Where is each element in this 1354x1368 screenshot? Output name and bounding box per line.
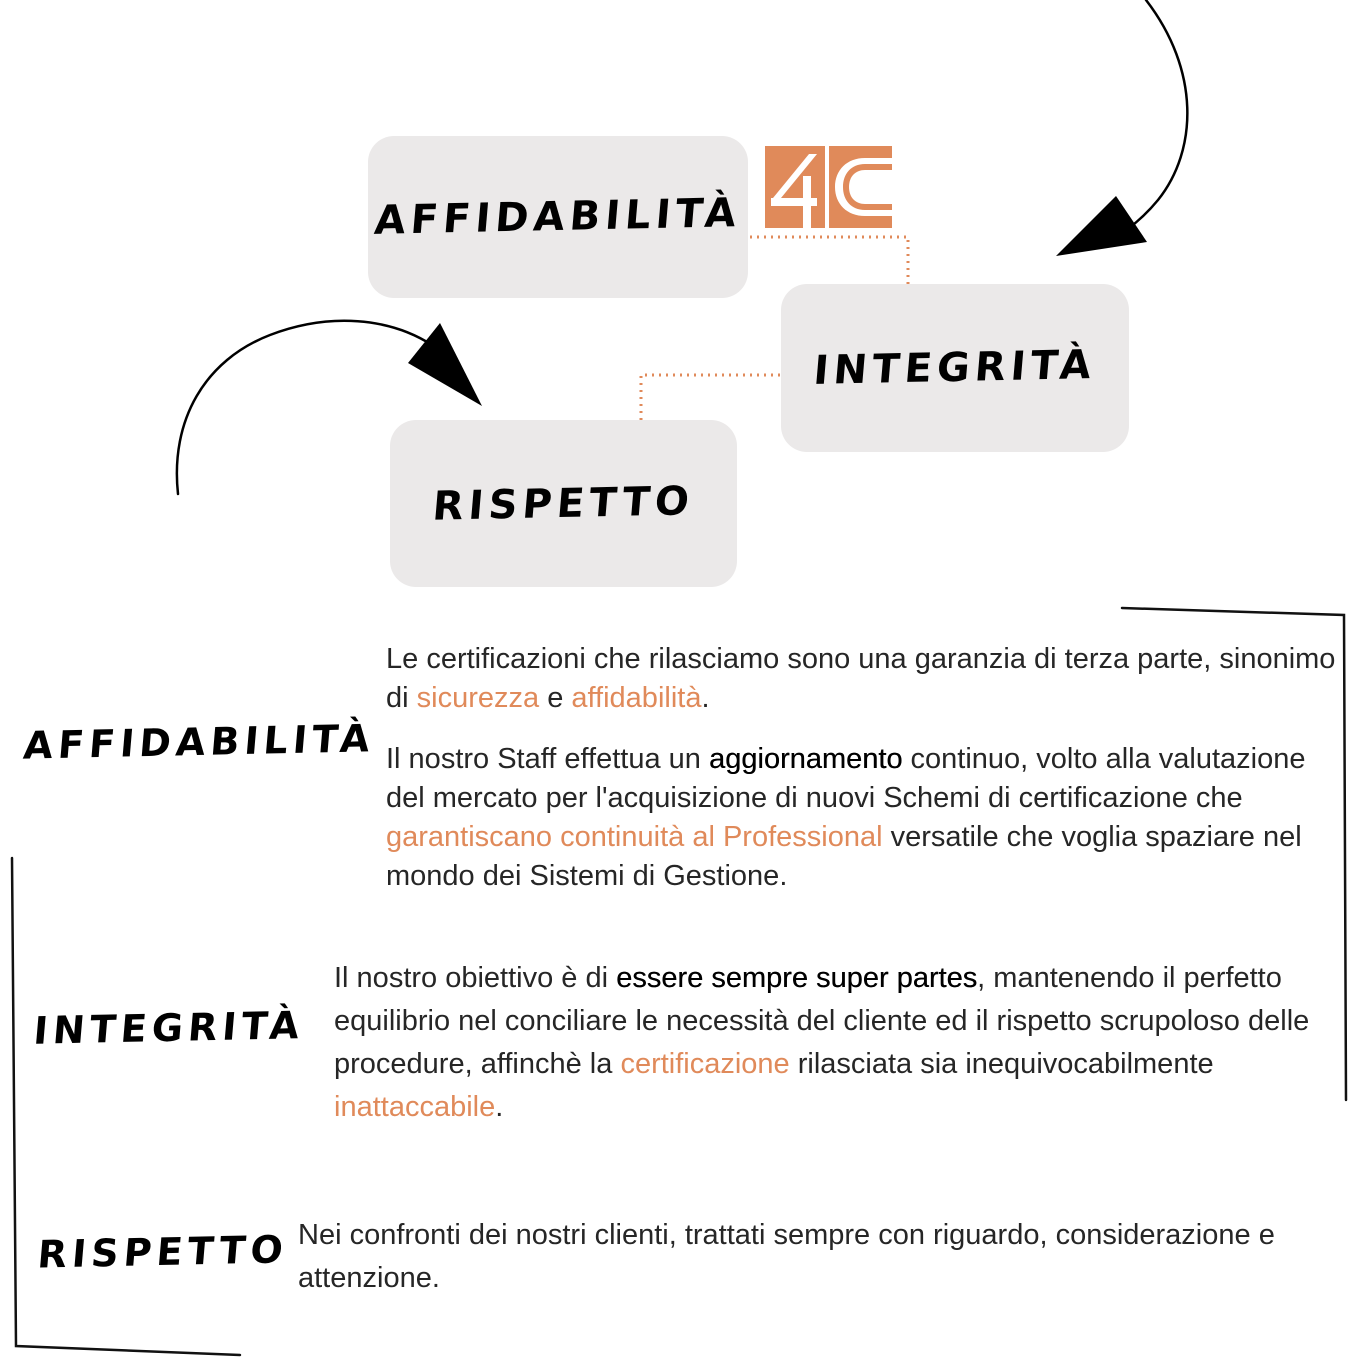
affidabilita-paragraph-2	[386, 740, 1336, 896]
diagram-box-integrita	[781, 284, 1129, 452]
body-text: Il nostro Staff effettua un	[386, 743, 709, 775]
body-text: Il nostro obiettivo è di	[334, 962, 617, 994]
highlight-text: sicurezza	[416, 682, 540, 714]
section-label-integrita	[31, 1003, 306, 1053]
body-text: .	[701, 682, 710, 714]
highlight-text: inattaccabile	[334, 1091, 496, 1123]
section-label-text: AFFIDABILITÀ	[21, 716, 377, 768]
dotted-connector-affidabilita-integrita	[750, 237, 908, 284]
4c-logo-icon	[765, 146, 892, 228]
emphasis-text: essere sempre super partes	[616, 962, 978, 994]
diagram-label-rispetto: RISPETTO	[430, 477, 697, 530]
highlight-text: certificazione	[620, 1048, 790, 1080]
section-label-text: RISPETTO	[35, 1227, 290, 1277]
body-text: e	[539, 682, 572, 714]
highlight-text: garantiscano continuità al Professional	[386, 821, 883, 853]
body-text: Le certificazioni che rilasciamo sono una garanzia di terza parte, sinonimo di	[386, 643, 1336, 714]
body-text: .	[495, 1091, 504, 1123]
diagram-label-integrita: INTEGRITÀ	[811, 342, 1099, 394]
dotted-connector-integrita-rispetto	[641, 375, 780, 420]
section-label-text: INTEGRITÀ	[31, 1003, 306, 1053]
frame-line-left	[12, 858, 240, 1355]
body-text: Nei confronti dei nostri clienti, trattati sempre con riguardo, considerazione e attenzione.	[298, 1219, 1275, 1294]
emphasis-text: aggiornamento	[708, 743, 903, 775]
diagram-box-affidabilita	[368, 136, 748, 298]
diagram-box-rispetto	[390, 420, 737, 587]
body-text: continuo, volto alla valutazione del mercato per l'acquisizione di nuovi Schemi di certificazione che	[386, 743, 1306, 814]
diagram-label-affidabilita: AFFIDABILITÀ	[372, 190, 744, 244]
highlight-text: affidabilità	[571, 682, 702, 714]
arrowhead-left	[408, 323, 482, 406]
section-label-affidabilita	[21, 716, 377, 768]
affidabilita-paragraph-1	[386, 640, 1336, 718]
body-text: rilasciata sia inequivocabilmente	[789, 1048, 1214, 1080]
arrowhead-top-right	[1056, 196, 1147, 256]
integrita-paragraph	[334, 957, 1334, 1129]
section-label-rispetto	[35, 1227, 290, 1277]
body-text: versatile che voglia spaziare nel mondo dei Sistemi di Gestione.	[386, 821, 1302, 892]
curved-arrow-top-right	[1108, 0, 1187, 242]
rispetto-paragraph	[298, 1214, 1298, 1300]
body-text: , mantenendo il perfetto equilibrio nel conciliare le necessità del cliente ed il rispetto scrupoloso delle procedure, affinchè la	[334, 962, 1310, 1080]
